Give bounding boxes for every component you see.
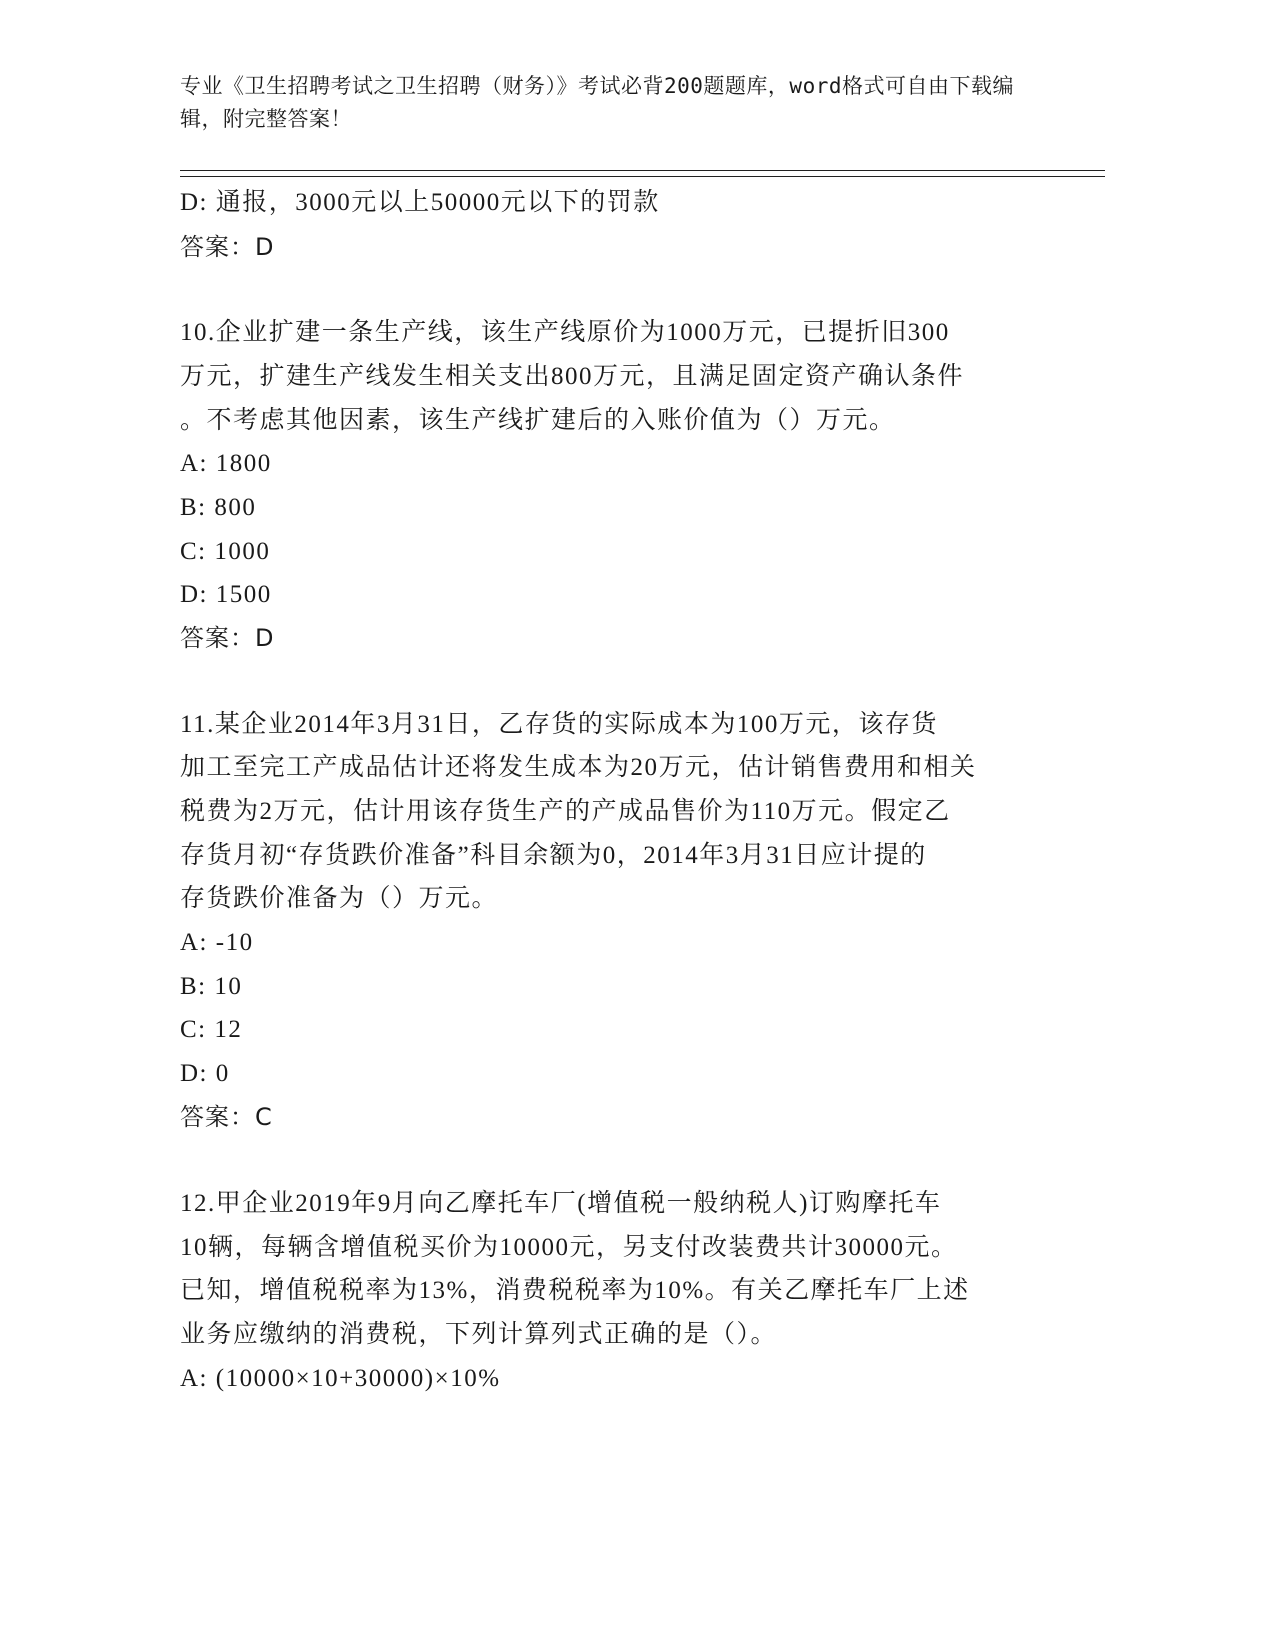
q11-option-c: C: 12 (180, 1016, 243, 1043)
q12-stem-line-1: 12.甲企业2019年9月向乙摩托车厂(增值税一般纳税人)订购摩托车 (180, 1190, 942, 1217)
q11-option-b: B: 10 (180, 973, 243, 1000)
q10-stem-line-3: 。不考虑其他因素，该生产线扩建后的入账价值为（）万元。 (180, 407, 896, 434)
document-header: 专业《卫生招聘考试之卫生招聘（财务）》考试必背200题题库，word格式可自由下载编辑，附完整答案！ (180, 74, 1014, 131)
q12-stem-line-2: 10辆，每辆含增值税买价为10000元，另支付改装费共计30000元。 (180, 1234, 958, 1261)
q11-stem-line-5: 存货跌价准备为（）万元。 (180, 885, 499, 912)
header-divider-top (180, 170, 1105, 171)
q12-stem-line-4: 业务应缴纳的消费税，下列计算列式正确的是（）。 (180, 1321, 778, 1348)
q10-option-a: A: 1800 (180, 450, 272, 477)
q11-stem-line-2: 加工至完工产成品估计还将发生成本为20万元，估计销售费用和相关 (180, 754, 977, 781)
q11-option-a: A: -10 (180, 929, 254, 956)
q10-option-b: B: 800 (180, 494, 257, 521)
q10-answer: 答案：D (180, 624, 275, 652)
q11-stem-line-1: 11.某企业2014年3月31日，乙存货的实际成本为100万元，该存货 (180, 711, 938, 738)
q9-answer: 答案：D (180, 233, 275, 261)
q10-stem-line-2: 万元，扩建生产线发生相关支出800万元，且满足固定资产确认条件 (180, 363, 965, 390)
q10-option-c: C: 1000 (180, 538, 271, 565)
q11-answer: 答案：C (180, 1103, 273, 1131)
q10-option-d: D: 1500 (180, 581, 272, 608)
q11-stem-line-3: 税费为2万元，估计用该存货生产的产成品售价为110万元。假定乙 (180, 798, 951, 825)
header-divider-bottom (180, 176, 1105, 177)
q11-stem-line-4: 存货月初“存货跌价准备”科目余额为0，2014年3月31日应计提的 (180, 842, 927, 869)
q12-stem-line-3: 已知，增值税税率为13%，消费税税率为10%。有关乙摩托车厂上述 (180, 1277, 970, 1304)
q12-option-a: A: (10000×10+30000)×10% (180, 1365, 501, 1392)
q9-option-d: D: 通报，3000元以上50000元以下的罚款 (180, 189, 660, 216)
q11-option-d: D: 0 (180, 1060, 230, 1087)
q10-stem-line-1: 10.企业扩建一条生产线，该生产线原价为1000万元，已提折旧300 (180, 319, 950, 346)
